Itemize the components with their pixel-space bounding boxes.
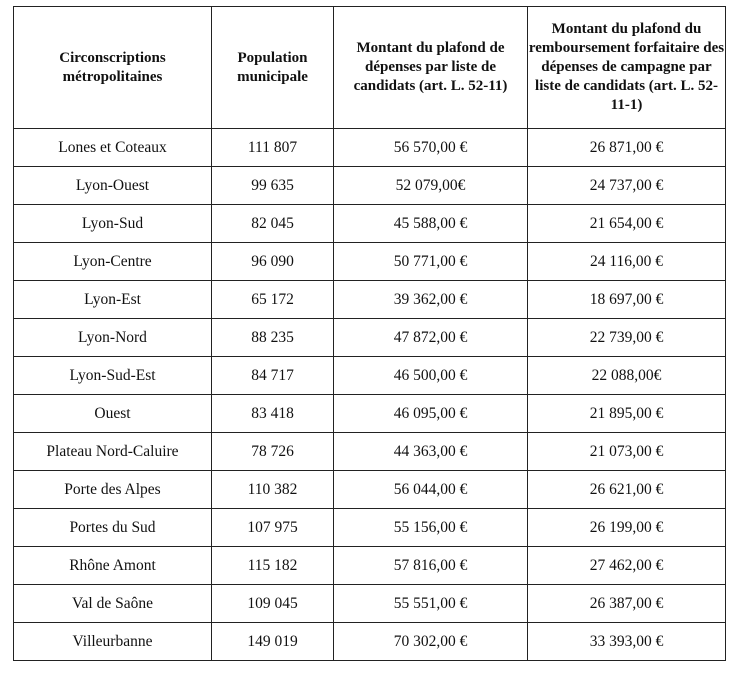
table-row (14, 357, 726, 395)
cell-plafond-depenses: 55 156,00 € (334, 509, 528, 547)
cell-plafond-remboursement: 33 393,00 € (528, 623, 726, 661)
table-row (14, 319, 726, 357)
cell-plafond-remboursement: 21 654,00 € (528, 205, 726, 243)
header-circonscriptions: Circonscriptions métropolitaines (14, 7, 212, 129)
cell-plafond-remboursement: 24 737,00 € (528, 167, 726, 205)
table-row (14, 205, 726, 243)
cell-plafond-remboursement: 26 199,00 € (528, 509, 726, 547)
table-row (14, 585, 726, 623)
table-row (14, 623, 726, 661)
cell-plafond-depenses: 46 095,00 € (334, 395, 528, 433)
cell-plafond-remboursement: 26 387,00 € (528, 585, 726, 623)
cell-circonscription: Plateau Nord-Caluire (14, 433, 212, 471)
cell-population: 99 635 (212, 167, 334, 205)
cell-plafond-remboursement: 24 116,00 € (528, 243, 726, 281)
cell-plafond-depenses: 47 872,00 € (334, 319, 528, 357)
cell-plafond-depenses: 70 302,00 € (334, 623, 528, 661)
cell-plafond-depenses: 50 771,00 € (334, 243, 528, 281)
cell-plafond-remboursement: 26 871,00 € (528, 129, 726, 167)
cell-plafond-remboursement: 22 088,00€ (528, 357, 726, 395)
cell-circonscription: Porte des Alpes (14, 471, 212, 509)
cell-population: 110 382 (212, 471, 334, 509)
table-body (14, 129, 726, 661)
cell-plafond-depenses: 56 044,00 € (334, 471, 528, 509)
header-row (14, 7, 726, 129)
cell-population: 83 418 (212, 395, 334, 433)
cell-plafond-remboursement: 26 621,00 € (528, 471, 726, 509)
cell-circonscription: Ouest (14, 395, 212, 433)
cell-circonscription: Lones et Coteaux (14, 129, 212, 167)
table-row (14, 129, 726, 167)
cell-population: 65 172 (212, 281, 334, 319)
cell-population: 96 090 (212, 243, 334, 281)
cell-population: 78 726 (212, 433, 334, 471)
cell-population: 115 182 (212, 547, 334, 585)
cell-population: 111 807 (212, 129, 334, 167)
cell-plafond-depenses: 45 588,00 € (334, 205, 528, 243)
table-row (14, 243, 726, 281)
cell-plafond-remboursement: 27 462,00 € (528, 547, 726, 585)
cell-population: 107 975 (212, 509, 334, 547)
cell-population: 109 045 (212, 585, 334, 623)
cell-plafond-remboursement: 21 895,00 € (528, 395, 726, 433)
cell-circonscription: Lyon-Sud-Est (14, 357, 212, 395)
cell-plafond-depenses: 56 570,00 € (334, 129, 528, 167)
header-plafond-depenses: Montant du plafond de dépenses par liste de candidats (art. L. 52-11) (334, 7, 528, 129)
cell-circonscription: Lyon-Sud (14, 205, 212, 243)
table-row (14, 167, 726, 205)
table-row (14, 395, 726, 433)
cell-circonscription: Rhône Amont (14, 547, 212, 585)
cell-population: 88 235 (212, 319, 334, 357)
cell-plafond-remboursement: 22 739,00 € (528, 319, 726, 357)
table-row (14, 471, 726, 509)
cell-plafond-remboursement: 21 073,00 € (528, 433, 726, 471)
cell-plafond-depenses: 39 362,00 € (334, 281, 528, 319)
cell-plafond-depenses: 46 500,00 € (334, 357, 528, 395)
cell-population: 149 019 (212, 623, 334, 661)
header-plafond-remboursement: Montant du plafond du remboursement forfaitaire des dépenses de campagne par liste de candidats (art. L. 52-11-1) (528, 7, 726, 129)
cell-circonscription: Portes du Sud (14, 509, 212, 547)
header-population: Population municipale (212, 7, 334, 129)
cell-circonscription: Lyon-Ouest (14, 167, 212, 205)
cell-circonscription: Villeurbanne (14, 623, 212, 661)
cell-circonscription: Lyon-Centre (14, 243, 212, 281)
cell-circonscription: Lyon-Nord (14, 319, 212, 357)
cell-plafond-depenses: 57 816,00 € (334, 547, 528, 585)
table-header (14, 7, 726, 129)
cell-population: 84 717 (212, 357, 334, 395)
table-row (14, 509, 726, 547)
cell-plafond-remboursement: 18 697,00 € (528, 281, 726, 319)
cell-plafond-depenses: 55 551,00 € (334, 585, 528, 623)
cell-plafond-depenses: 44 363,00 € (334, 433, 528, 471)
cell-circonscription: Lyon-Est (14, 281, 212, 319)
cell-plafond-depenses: 52 079,00€ (334, 167, 528, 205)
table-row (14, 547, 726, 585)
table-row (14, 433, 726, 471)
cell-population: 82 045 (212, 205, 334, 243)
spending-ceiling-table (13, 6, 726, 661)
table-row (14, 281, 726, 319)
cell-circonscription: Val de Saône (14, 585, 212, 623)
